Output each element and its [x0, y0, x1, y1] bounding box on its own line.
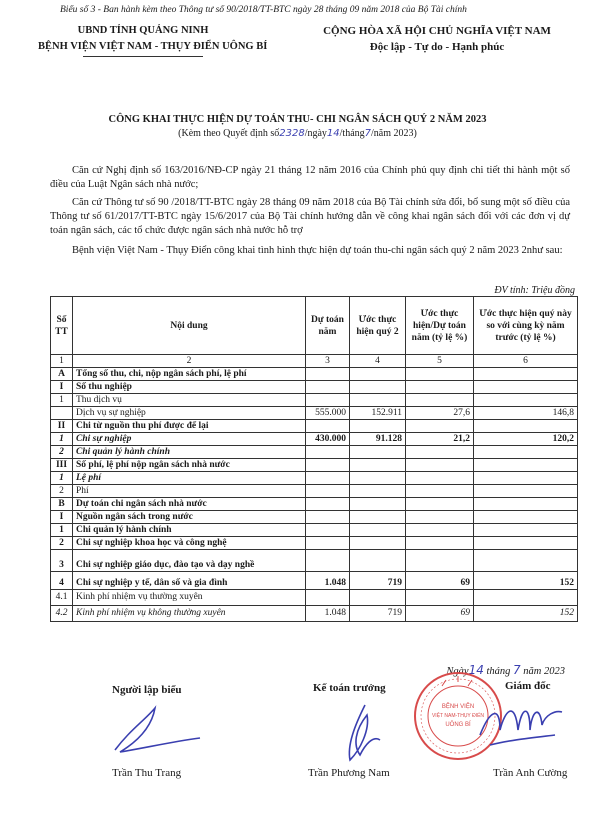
row-content-cell: Chi từ nguồn thu phí được để lại: [73, 420, 306, 433]
q2-estimate-cell: [350, 459, 406, 472]
annual-estimate-cell: 1.048: [306, 606, 350, 622]
row-number-cell: 2: [51, 537, 73, 550]
annual-estimate-cell: [306, 472, 350, 485]
ratio-annual-cell: [406, 524, 474, 537]
legal-basis-paragraphs: [50, 164, 570, 258]
q2-estimate-cell: [350, 485, 406, 498]
preparer-title: Người lập biểu: [112, 684, 182, 696]
date-label: Ngày: [446, 666, 469, 677]
ratio-annual-cell: [406, 590, 474, 606]
paragraph-circular: Căn cứ Thông tư số 90 /2018/TT-BTC ngày 28 tháng 09 năm 2018 của Bộ Tài chính sửa đổi, bổ sung một số điều của Thông tư số 61/2017/TT-BTC ngày 15/6/2017 của Bộ Tài chính hướng dẫn về công khai ngân sách đối với các đơn vị dự toán ngân sách, các tổ chức được ngân sách nhà nước hỗ trợ: [50, 197, 570, 236]
row-number-cell: 1: [51, 472, 73, 485]
preparer-signature: [100, 700, 210, 760]
unit-label: ĐV tính: Triệu đồng: [494, 285, 575, 296]
row-number-cell: 2: [51, 446, 73, 459]
annual-estimate-cell: [306, 485, 350, 498]
annual-estimate-cell: [306, 368, 350, 381]
row-number-cell: 4.1: [51, 590, 73, 606]
table-row: [51, 368, 578, 381]
q2-estimate-cell: [350, 420, 406, 433]
ratio-yoy-cell: 120,2: [474, 433, 578, 446]
ratio-annual-cell: [406, 498, 474, 511]
q2-estimate-cell: [350, 590, 406, 606]
row-content-cell: Chi sự nghiệp giáo dục, đào tạo và dạy nghề: [73, 550, 306, 572]
document-title: CÔNG KHAI THỰC HIỆN DỰ TOÁN THU- CHI NGÂN SÁCH QUÝ 2 NĂM 2023: [108, 114, 487, 125]
index-row: [51, 355, 578, 368]
header-national-title: CỘNG HÒA XÃ HỘI CHỦ NGHĨA VIỆT NAM: [323, 25, 551, 37]
annual-estimate-cell: [306, 381, 350, 394]
row-content-cell: Tổng số thu, chi, nộp ngân sách phí, lệ phí: [73, 368, 306, 381]
header-hospital: BỆNH VIỆN VIỆT NAM - THỤY ĐIỂN UÔNG BÍ: [38, 41, 268, 52]
annual-estimate-cell: [306, 537, 350, 550]
ratio-yoy-cell: 152: [474, 572, 578, 590]
header-stt: Số TT: [51, 297, 73, 355]
ratio-annual-cell: 69: [406, 606, 474, 622]
row-content-cell: Số thu nghiệp: [73, 381, 306, 394]
ratio-annual-cell: 27,6: [406, 407, 474, 420]
ratio-yoy-cell: [474, 459, 578, 472]
table-header-row: [51, 297, 578, 355]
q2-estimate-cell: [350, 446, 406, 459]
chief-accountant-name: Trần Phương Nam: [308, 767, 390, 779]
seal-text-middle: VIỆT NAM-THỤY ĐIỂN: [431, 713, 485, 719]
table-row: [51, 485, 578, 498]
row-number-cell: 3: [51, 550, 73, 572]
ratio-annual-cell: [406, 394, 474, 407]
annual-estimate-cell: [306, 524, 350, 537]
row-number-cell: A: [51, 368, 73, 381]
annual-estimate-cell: [306, 446, 350, 459]
row-content-cell: Phí: [73, 485, 306, 498]
handwritten-day: 14: [326, 128, 340, 139]
row-content-cell: Chi quản lý hành chính: [73, 446, 306, 459]
row-content-cell: Kinh phí nhiệm vụ không thường xuyên: [73, 606, 306, 622]
header-q2-estimate: Ước thực hiện quý 2: [350, 297, 406, 355]
ratio-yoy-cell: [474, 498, 578, 511]
table-row: [51, 394, 578, 407]
table-row: [51, 572, 578, 590]
director-signature: [470, 690, 570, 760]
annual-estimate-cell: [306, 394, 350, 407]
seal-text-bottom: UÔNG BÍ: [445, 722, 471, 728]
ratio-yoy-cell: [474, 524, 578, 537]
annual-estimate-cell: [306, 420, 350, 433]
header-ratio-annual: Ước thực hiện/Dự toán năm (tỷ lệ %): [406, 297, 474, 355]
row-number-cell: 4: [51, 572, 73, 590]
row-content-cell: Chi sự nghiệp y tế, dân số và gia đình: [73, 572, 306, 590]
row-number-cell: 4.2: [51, 606, 73, 622]
row-number-cell: III: [51, 459, 73, 472]
ratio-yoy-cell: [474, 485, 578, 498]
q2-estimate-cell: [350, 550, 406, 572]
director-title: Giám đốc: [505, 680, 551, 692]
ratio-yoy-cell: [474, 550, 578, 572]
subtitle-text-2: /ngày: [304, 128, 327, 139]
index-cell: 4: [350, 355, 406, 368]
row-content-cell: Chi quản lý hành chính: [73, 524, 306, 537]
ratio-yoy-cell: [474, 394, 578, 407]
paragraph-announcement: Bệnh viện Việt Nam - Thụy Điển công khai tình hình thực hiện dự toán thu-chi ngân sách quý 2 năm 2023 2như sau:: [72, 245, 563, 256]
annual-estimate-cell: [306, 511, 350, 524]
q2-estimate-cell: [350, 394, 406, 407]
header-motto: Độc lập - Tự do - Hạnh phúc: [369, 41, 505, 53]
index-cell: 2: [73, 355, 306, 368]
annual-estimate-cell: 1.048: [306, 572, 350, 590]
row-number-cell: 1: [51, 394, 73, 407]
annual-estimate-cell: [306, 550, 350, 572]
handwritten-sign-day: 14: [468, 663, 484, 677]
ratio-yoy-cell: [474, 537, 578, 550]
row-content-cell: Dịch vụ sự nghiệp: [73, 407, 306, 420]
budget-table: [50, 296, 578, 622]
q2-estimate-cell: [350, 537, 406, 550]
table-row: [51, 511, 578, 524]
q2-estimate-cell: [350, 368, 406, 381]
index-cell: 6: [474, 355, 578, 368]
ratio-yoy-cell: [474, 590, 578, 606]
row-number-cell: II: [51, 420, 73, 433]
table-row: [51, 433, 578, 446]
table-row: [51, 550, 578, 572]
annual-estimate-cell: 555.000: [306, 407, 350, 420]
row-number-cell: B: [51, 498, 73, 511]
table-row: [51, 537, 578, 550]
ratio-yoy-cell: [474, 381, 578, 394]
table-row: [51, 498, 578, 511]
annual-estimate-cell: [306, 590, 350, 606]
q2-estimate-cell: 152.911: [350, 407, 406, 420]
row-number-cell: 1: [51, 433, 73, 446]
table-row: [51, 472, 578, 485]
ratio-annual-cell: 21,2: [406, 433, 474, 446]
preparer-name: Trần Thu Trang: [112, 767, 182, 779]
seal-text-top: BỆNH VIỆN: [441, 704, 475, 710]
subtitle-text-3: /tháng: [339, 128, 365, 139]
ratio-annual-cell: [406, 368, 474, 381]
ratio-yoy-cell: [474, 511, 578, 524]
ratio-annual-cell: [406, 550, 474, 572]
ratio-annual-cell: [406, 511, 474, 524]
ratio-yoy-cell: 152: [474, 606, 578, 622]
subtitle-text-4: /năm 2023): [371, 128, 417, 139]
q2-estimate-cell: [350, 498, 406, 511]
chief-accountant-title: Kế toán trưởng: [313, 682, 386, 694]
index-cell: 5: [406, 355, 474, 368]
table-row: [51, 606, 578, 622]
date-year-label: năm 2023: [520, 666, 565, 677]
ratio-annual-cell: [406, 485, 474, 498]
q2-estimate-cell: 719: [350, 572, 406, 590]
legal-form-note: Biểu số 3 - Ban hành kèm theo Thông tư số 90/2018/TT-BTC ngày 28 tháng 09 năm 2018 của Bộ Tài chính: [60, 5, 467, 15]
paragraph-decree: Căn cứ Nghị định số 163/2016/NĐ-CP ngày 21 tháng 12 năm 2016 của Chính phủ quy định chi tiết thi hành một số điều của Luật Ngân sách nhà nước;: [50, 165, 570, 190]
table-row: [51, 420, 578, 433]
row-content-cell: Kinh phí nhiệm vụ thường xuyên: [73, 590, 306, 606]
ratio-yoy-cell: [474, 420, 578, 433]
handwritten-sign-month: 7: [513, 663, 521, 677]
table-row: [51, 407, 578, 420]
ratio-yoy-cell: 146,8: [474, 407, 578, 420]
header-left-underline: [83, 56, 203, 57]
index-cell: 3: [306, 355, 350, 368]
ratio-annual-cell: [406, 420, 474, 433]
index-cell: 1: [51, 355, 73, 368]
table-row: [51, 381, 578, 394]
subtitle-text-1: (Kèm theo Quyết định số: [178, 128, 280, 139]
q2-estimate-cell: [350, 511, 406, 524]
table-row: [51, 459, 578, 472]
ratio-annual-cell: [406, 472, 474, 485]
ratio-annual-cell: [406, 381, 474, 394]
row-content-cell: Chi sự nghiệp khoa học và công nghệ: [73, 537, 306, 550]
row-content-cell: Dự toán chi ngân sách nhà nước: [73, 498, 306, 511]
row-number-cell: [51, 407, 73, 420]
annual-estimate-cell: 430.000: [306, 433, 350, 446]
ratio-yoy-cell: [474, 368, 578, 381]
handwritten-decision-number: 2328: [279, 128, 305, 139]
date-month-label: tháng: [483, 666, 514, 677]
table-row: [51, 590, 578, 606]
q2-estimate-cell: 91.128: [350, 433, 406, 446]
ratio-yoy-cell: [474, 446, 578, 459]
ratio-annual-cell: 69: [406, 572, 474, 590]
annual-estimate-cell: [306, 459, 350, 472]
row-number-cell: I: [51, 511, 73, 524]
row-content-cell: Nguồn ngân sách trong nước: [73, 511, 306, 524]
row-number-cell: 1: [51, 524, 73, 537]
ratio-yoy-cell: [474, 472, 578, 485]
document-subtitle: [0, 128, 595, 139]
q2-estimate-cell: 719: [350, 606, 406, 622]
header-content: Nội dung: [73, 297, 306, 355]
ratio-annual-cell: [406, 537, 474, 550]
ratio-annual-cell: [406, 446, 474, 459]
handwritten-month: 7: [364, 128, 372, 139]
q2-estimate-cell: [350, 524, 406, 537]
row-content-cell: Chi sự nghiệp: [73, 433, 306, 446]
row-number-cell: 2: [51, 485, 73, 498]
annual-estimate-cell: [306, 498, 350, 511]
table-row: [51, 524, 578, 537]
row-content-cell: Thu dịch vụ: [73, 394, 306, 407]
row-content-cell: Số phí, lệ phí nộp ngân sách nhà nước: [73, 459, 306, 472]
header-province: UBND TỈNH QUẢNG NINH: [77, 25, 209, 36]
ratio-annual-cell: [406, 459, 474, 472]
chief-accountant-signature: [325, 700, 395, 770]
header-annual-estimate: Dự toán năm: [306, 297, 350, 355]
director-name: Trần Anh Cường: [493, 767, 568, 779]
q2-estimate-cell: [350, 472, 406, 485]
row-number-cell: I: [51, 381, 73, 394]
header-ratio-yoy: Ước thực hiện quý này so với cùng kỳ năm trước (tỷ lệ %): [474, 297, 578, 355]
table-row: [51, 446, 578, 459]
row-content-cell: Lệ phí: [73, 472, 306, 485]
q2-estimate-cell: [350, 381, 406, 394]
